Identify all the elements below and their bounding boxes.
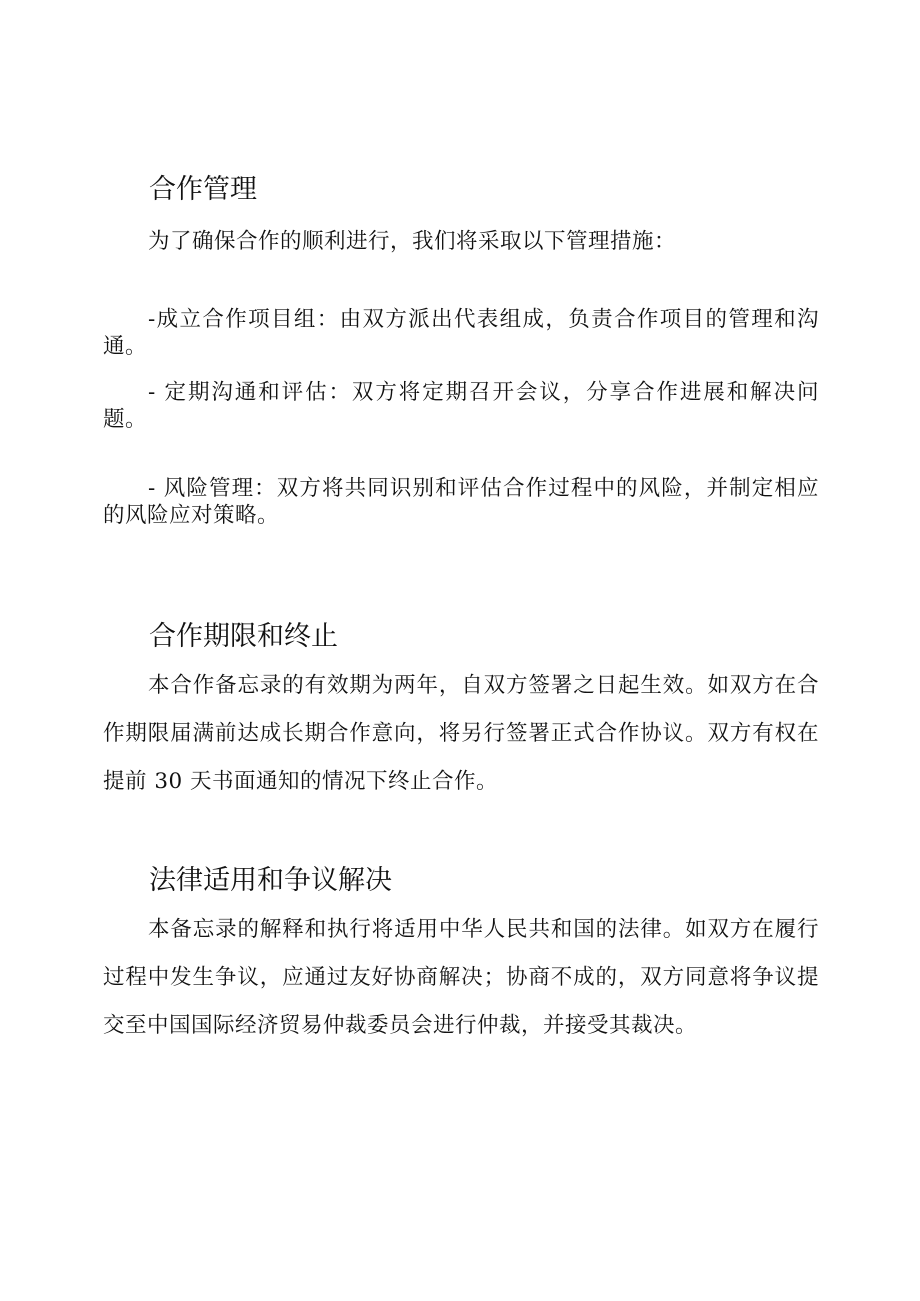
- management-intro: 为了确保合作的顺利进行，我们将采取以下管理措施：: [148, 229, 677, 254]
- law-paragraph: 本备忘录的解释和执行将适用中华人民共和国的法律。如双方在履行过程中发生争议，应通过友好协商解决；协商不成的，双方同意将争议提交至中国国际经济贸易仲裁委员会进行仲裁，并接受其裁决。: [103, 917, 819, 1038]
- section-heading-law: 法律适用和争议解决: [149, 865, 392, 896]
- section-heading-term: 合作期限和终止: [149, 621, 338, 652]
- term-paragraph: 本合作备忘录的有效期为两年，自双方签署之日起生效。如双方在合作期限届满前达成长期合作意向，将另行签署正式合作协议。双方有权在提前 30 天书面通知的情况下终止合作。: [103, 673, 819, 794]
- management-bullet-communication: - 定期沟通和评估：双方将定期召开会议，分享合作进展和解决问题。: [103, 380, 819, 432]
- management-bullet-project-group: -成立合作项目组：由双方派出代表组成，负责合作项目的管理和沟通。: [103, 307, 819, 359]
- management-bullet-risk: - 风险管理：双方将共同识别和评估合作过程中的风险，并制定相应的风险应对策略。: [103, 476, 819, 528]
- section-heading-management: 合作管理: [149, 174, 257, 205]
